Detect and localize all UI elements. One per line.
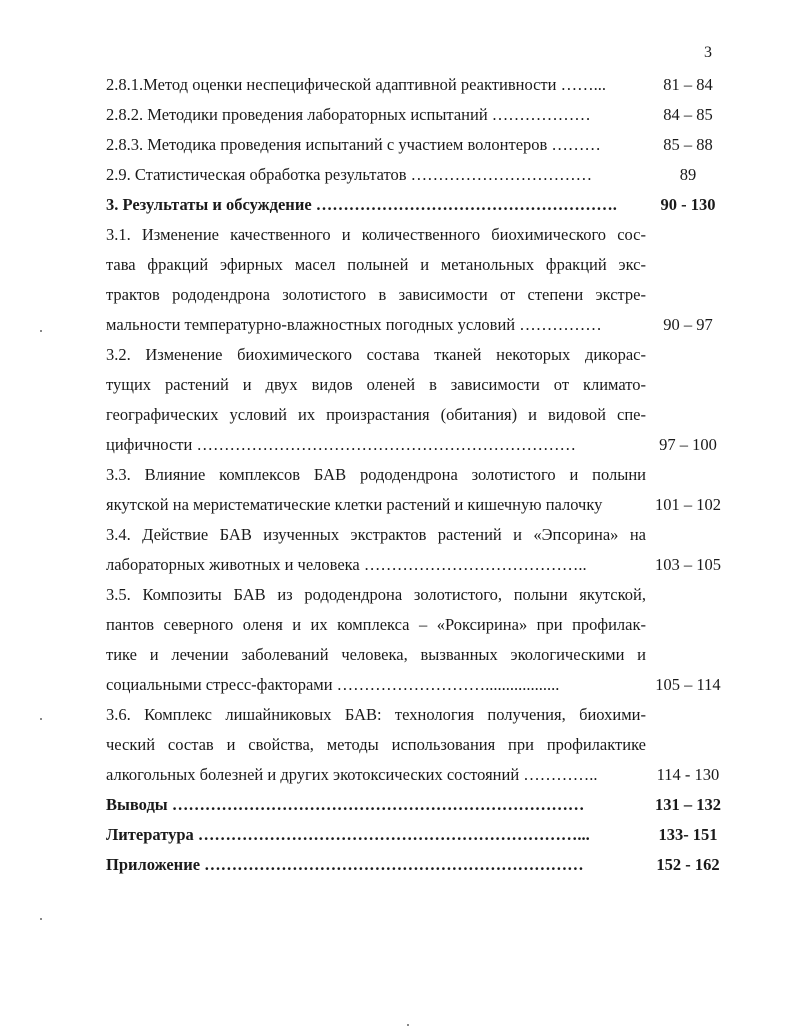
toc-entry-pages: 133- 151: [658, 825, 718, 844]
scan-speck: [40, 718, 42, 720]
toc-entry-text: 2.8.2. Методики проведения лабораторных испытаний ………………: [106, 105, 591, 124]
toc-entry-line: [106, 640, 732, 670]
scan-speck: [40, 330, 42, 332]
toc-entry-text: 3.3. Влияние комплексов БАВ рододендрона золотистого и полыни: [106, 465, 646, 484]
toc-entry-line: [106, 580, 732, 610]
toc-entry-line: [106, 100, 732, 130]
toc-entry-text: тава фракций эфирных масел полыней и метанольных фракций экс-: [106, 255, 646, 274]
toc-entry-pages: 101 – 102: [655, 495, 721, 514]
toc-entry-pages: 81 – 84: [663, 75, 713, 94]
toc-entry-text: Приложение ……………………………………………………………: [106, 855, 584, 874]
toc-entry-text: 3.4. Действие БАВ изученных экстрактов растений и «Эпсорина» на: [106, 525, 646, 544]
toc-entry-line: [106, 340, 732, 370]
toc-entry-text: якутской на меристематические клетки растений и кишечную палочку: [106, 495, 603, 514]
toc-entry-line: [106, 190, 732, 220]
toc-entry-pages: 89: [679, 165, 697, 184]
scan-speck: [40, 918, 42, 920]
toc-entry-line: [106, 130, 732, 160]
toc-entry-pages: 84 – 85: [663, 105, 713, 124]
toc-entry-pages: 97 – 100: [659, 435, 717, 454]
toc-entry-line: [106, 790, 732, 820]
toc-entry-text: Литература ……………………………………………………………...: [106, 825, 590, 844]
toc-entry-pages: 90 - 130: [660, 195, 716, 214]
toc-entry-line: [106, 670, 732, 700]
toc-entry-line: [106, 760, 732, 790]
toc-entry-pages: 114 - 130: [656, 765, 720, 784]
toc-entry-line: [106, 550, 732, 580]
toc-entry-text: Выводы …………………………………………………………………: [106, 795, 585, 814]
toc-entry-line: [106, 430, 732, 460]
toc-entry-text: лабораторных животных и человека …………………………………..: [106, 555, 587, 574]
toc-entry-text: трактов рододендрона золотистого в зависимости от степени экстре-: [106, 285, 646, 304]
toc-entry-line: [106, 160, 732, 190]
toc-entry-text: географических условий их произрастания (обитания) и видовой спе-: [106, 405, 646, 424]
page-number: 3: [704, 44, 712, 61]
toc-entry-line: [106, 850, 732, 880]
table-of-contents: [106, 70, 732, 880]
toc-entry-text: мальности температурно-влажностных погодных условий ……………: [106, 315, 602, 334]
toc-entry-line: [106, 730, 732, 760]
toc-entry-text: тущих растений и двух видов оленей в зависимости от климато-: [106, 375, 646, 394]
toc-entry-line: [106, 700, 732, 730]
toc-entry-text: ческий состав и свойства, методы использования при профилактике: [106, 735, 646, 754]
toc-entry-text: 3. Результаты и обсуждение ……………………………………………….: [106, 195, 617, 214]
toc-entry-line: [106, 310, 732, 340]
toc-entry-text: 3.1. Изменение качественного и количественного биохимического сос-: [106, 225, 646, 244]
scan-speck: [407, 1024, 409, 1026]
toc-entry-line: [106, 220, 732, 250]
toc-entry-text: тике и лечении заболеваний человека, вызванных экологическими и: [106, 645, 646, 664]
toc-entry-line: [106, 820, 732, 850]
toc-entry-line: [106, 280, 732, 310]
toc-entry-text: 2.8.3. Методика проведения испытаний с участием волонтеров ………: [106, 135, 601, 154]
toc-entry-pages: 131 – 132: [655, 795, 721, 814]
toc-entry-line: [106, 490, 732, 520]
toc-entry-line: [106, 610, 732, 640]
toc-entry-pages: 105 – 114: [655, 675, 721, 694]
toc-entry-text: 3.6. Комплекс лишайниковых БАВ: технология получения, биохими-: [106, 705, 646, 724]
toc-entry-text: 3.5. Композиты БАВ из рододендрона золотистого, полыни якутской,: [106, 585, 646, 604]
toc-entry-text: 2.8.1.Метод оценки неспецифической адаптивной реактивности ……...: [106, 75, 606, 94]
toc-entry-text: алкогольных болезней и других экотоксических состояний …………..: [106, 765, 598, 784]
toc-entry-line: [106, 400, 732, 430]
toc-entry-line: [106, 370, 732, 400]
toc-entry-line: [106, 70, 732, 100]
toc-entry-text: цифичности ……………………………………………………………: [106, 435, 576, 454]
toc-entry-line: [106, 520, 732, 550]
toc-entry-line: [106, 460, 732, 490]
toc-entry-pages: 90 – 97: [663, 315, 713, 334]
toc-entry-line: [106, 250, 732, 280]
toc-entry-pages: 103 – 105: [655, 555, 721, 574]
toc-entry-text: 3.2. Изменение биохимического состава тканей некоторых дикорас-: [106, 345, 646, 364]
toc-entry-pages: 85 – 88: [663, 135, 713, 154]
toc-entry-text: 2.9. Статистическая обработка результатов ……………………………: [106, 165, 593, 184]
toc-entry-text: пантов северного оленя и их комплекса – «Роксирина» при профилак-: [106, 615, 646, 634]
toc-entry-text: социальными стресс-факторами ………………………..................: [106, 675, 560, 694]
toc-entry-pages: 152 - 162: [656, 855, 720, 874]
